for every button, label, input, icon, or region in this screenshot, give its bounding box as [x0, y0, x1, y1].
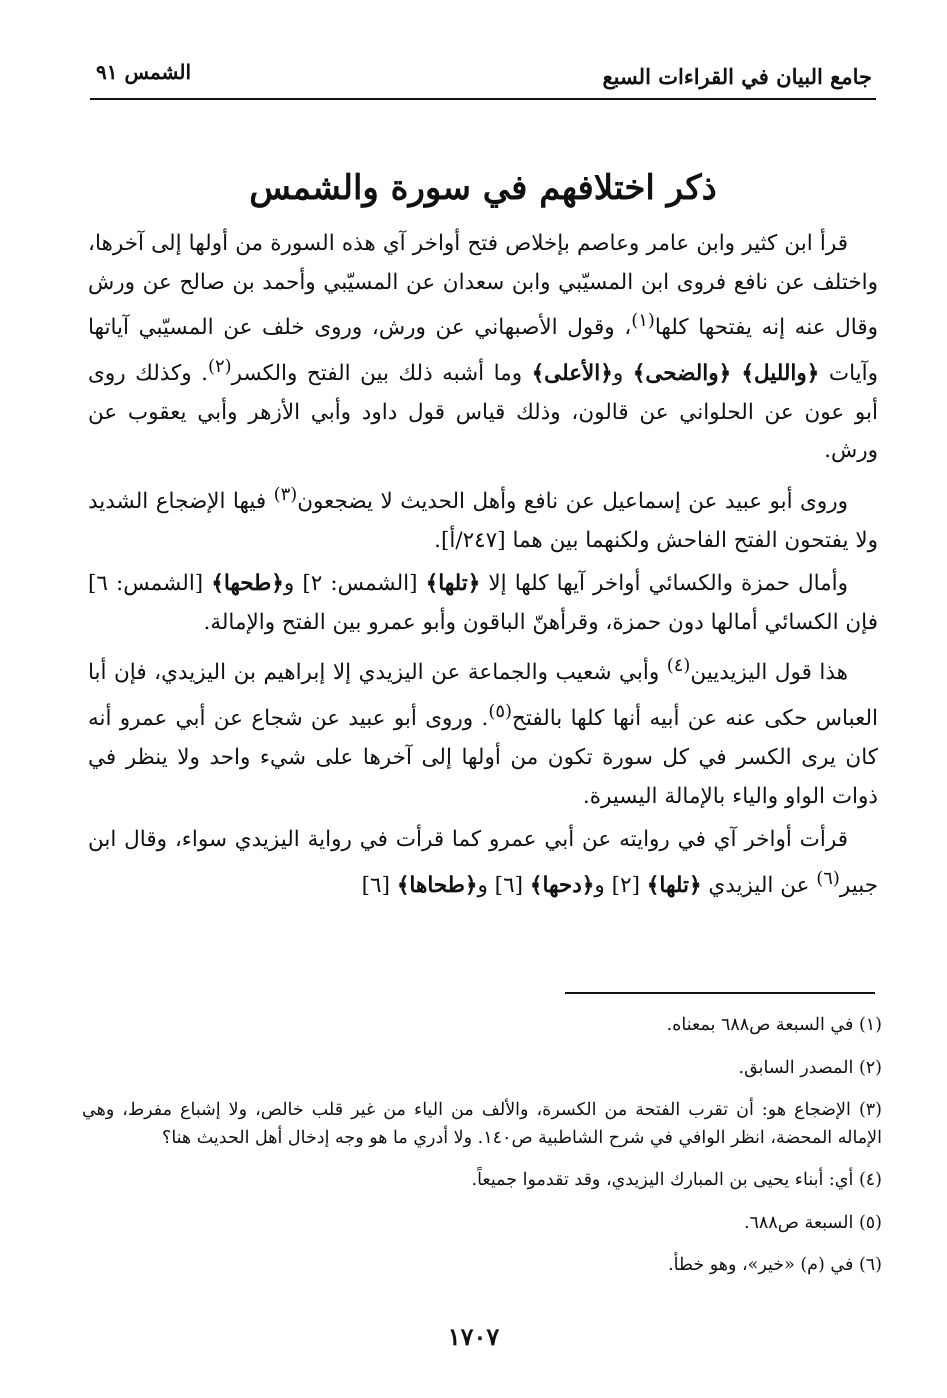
book-title: جامع البيان في القراءات السبع [602, 64, 872, 89]
footnote [82, 1012, 882, 1040]
quran-quote: ﴿والليل﴾ ﴿والضحى﴾ [632, 361, 820, 387]
text-run: قرأ ابن كثير وابن عامر وعاصم بإخلاص فتح أواخر آي هذه السورة من أولها إلى آخرها، واختلف عن نافع فروى ابن المسيّبي وابن سعدان عن المسيّبي وأحمد بن صالح عن ورش وقال عنه إنه يفتحها كلها [88, 231, 878, 341]
text-run: . وروى أبو عبيد عن شجاع عن أبي عمرو أنه كان يرى الكسر في كل سورة تكون من أولها إلى آخرها على شيء واحد ولا ينظر في ذوات الواو والياء بالإمالة اليسيرة. [88, 706, 878, 809]
text-run: فيها الإضجاع الشديد ولا يفتحون الفتح الفاحش ولكنهما بين هما [٢٤٧/أ]. [88, 489, 878, 553]
surah-page-label: الشمس ٩١ [96, 60, 191, 84]
footnote [82, 1167, 882, 1195]
footnote [82, 1210, 882, 1238]
paragraph [88, 476, 878, 560]
paragraph [88, 565, 878, 642]
text-run: وأبي شعيب والجماعة عن اليزيدي إلا إبراهيم بن اليزيدي، فإن أبا العباس حكى عنه عن أبيه أنها كلها بالفتح [88, 660, 878, 732]
footnote-ref: (٦) [816, 867, 840, 889]
footnote-text: السبعة ص٦٨٨. [743, 1212, 854, 1233]
page-number: ١٧٠٧ [447, 1322, 500, 1351]
quran-quote: ﴿طحها﴾ [211, 571, 284, 597]
footnote-ref: (١) [631, 310, 655, 332]
text-run: [الشمس: ٦] فإن الكسائي أمالها دون حمزة، وقرأهنّ الباقون وأبو عمرو بين الفتح والإمالة. [88, 571, 878, 635]
footnote-text: الإضجاع هو: أن تقرب الفتحة من الكسرة، والألف من الياء من غير قلب خالص، ولا إشباع مفرط، وهي الإماله المحضة، انظر الوافي في شرح الشاطبية ص١٤٠. ولا أدري ما هو وجه إدخال أهل الحديث هنا؟ [82, 1100, 882, 1148]
footnote-ref: (٤) [666, 655, 691, 677]
quran-quote: ﴿تلها﴾ [646, 872, 702, 898]
footnote-text: أي: أبناء يحيى بن المبارك اليزيدي، وقد تقدموا جميعاً. [471, 1170, 854, 1190]
text-run: عن اليزيدي [701, 872, 817, 898]
footnote-text: المصدر السابق. [738, 1057, 854, 1078]
section-heading: ذكر اختلافهم في سورة والشمس [249, 168, 717, 208]
quran-quote: ﴿الأعلى﴾ [531, 361, 613, 387]
paragraph [88, 225, 878, 471]
running-header [90, 58, 876, 100]
text-run: هذا قول اليزيديين [690, 660, 848, 686]
footnote-number: (٦) [858, 1255, 882, 1275]
text-run: [٦] [361, 872, 397, 898]
footnote-text: في (م) «خير»، وهو خطأ. [668, 1255, 854, 1275]
text-run: و [612, 361, 633, 387]
footnote-number: (٣) [858, 1100, 882, 1120]
paragraph [88, 647, 878, 816]
footnote-ref: (٣) [273, 483, 298, 505]
text-run: وأمال حمزة والكسائي أواخر آيها كلها إلا [480, 571, 848, 597]
footnote [82, 1055, 882, 1083]
footnotes [82, 1012, 882, 1295]
quran-quote: ﴿طحاها﴾ [396, 872, 478, 898]
text-run: وما أشبه ذلك بين الفتح والكسر [231, 361, 532, 387]
quran-quote: ﴿دحها﴾ [529, 872, 595, 898]
footnote-ref: (٥) [488, 701, 512, 723]
text-run: [٦] و [477, 872, 530, 898]
paragraph [88, 821, 878, 905]
footnote-number: (٢) [858, 1057, 882, 1078]
text-run: [الشمس: ٢] و [283, 571, 426, 597]
text-run: [٢] و [594, 872, 647, 898]
footnote-number: (٥) [858, 1212, 882, 1233]
main-text [88, 225, 878, 910]
footnote-separator [565, 992, 875, 994]
text-run: قرأت أواخر آي في روايته عن أبي عمرو كما قرأت في رواية اليزيدي سواء، وقال ابن جبير [88, 827, 878, 898]
footnote-number: (٤) [858, 1170, 882, 1190]
footnote-ref: (٢) [207, 355, 232, 377]
footnote-text: في السبعة ص٦٨٨ بمعناه. [666, 1015, 854, 1035]
footnote [82, 1252, 882, 1280]
text-run: وروى أبو عبيد عن إسماعيل عن نافع وأهل الحديث لا يضجعون [297, 489, 848, 515]
footnote-number: (١) [858, 1015, 882, 1035]
quran-quote: ﴿تلها﴾ [425, 571, 481, 597]
footnote [82, 1097, 882, 1152]
text-run: . وكذلك روى أبو عون عن الحلواني عن قالون، وذلك قياس قول داود وأبي الأزهر وأبي يعقوب عن ورش. [88, 361, 878, 464]
text-run: ، وقول الأصبهاني عن ورش، وروى خلف عن المسيّبي آياتها وآيات [88, 315, 878, 387]
